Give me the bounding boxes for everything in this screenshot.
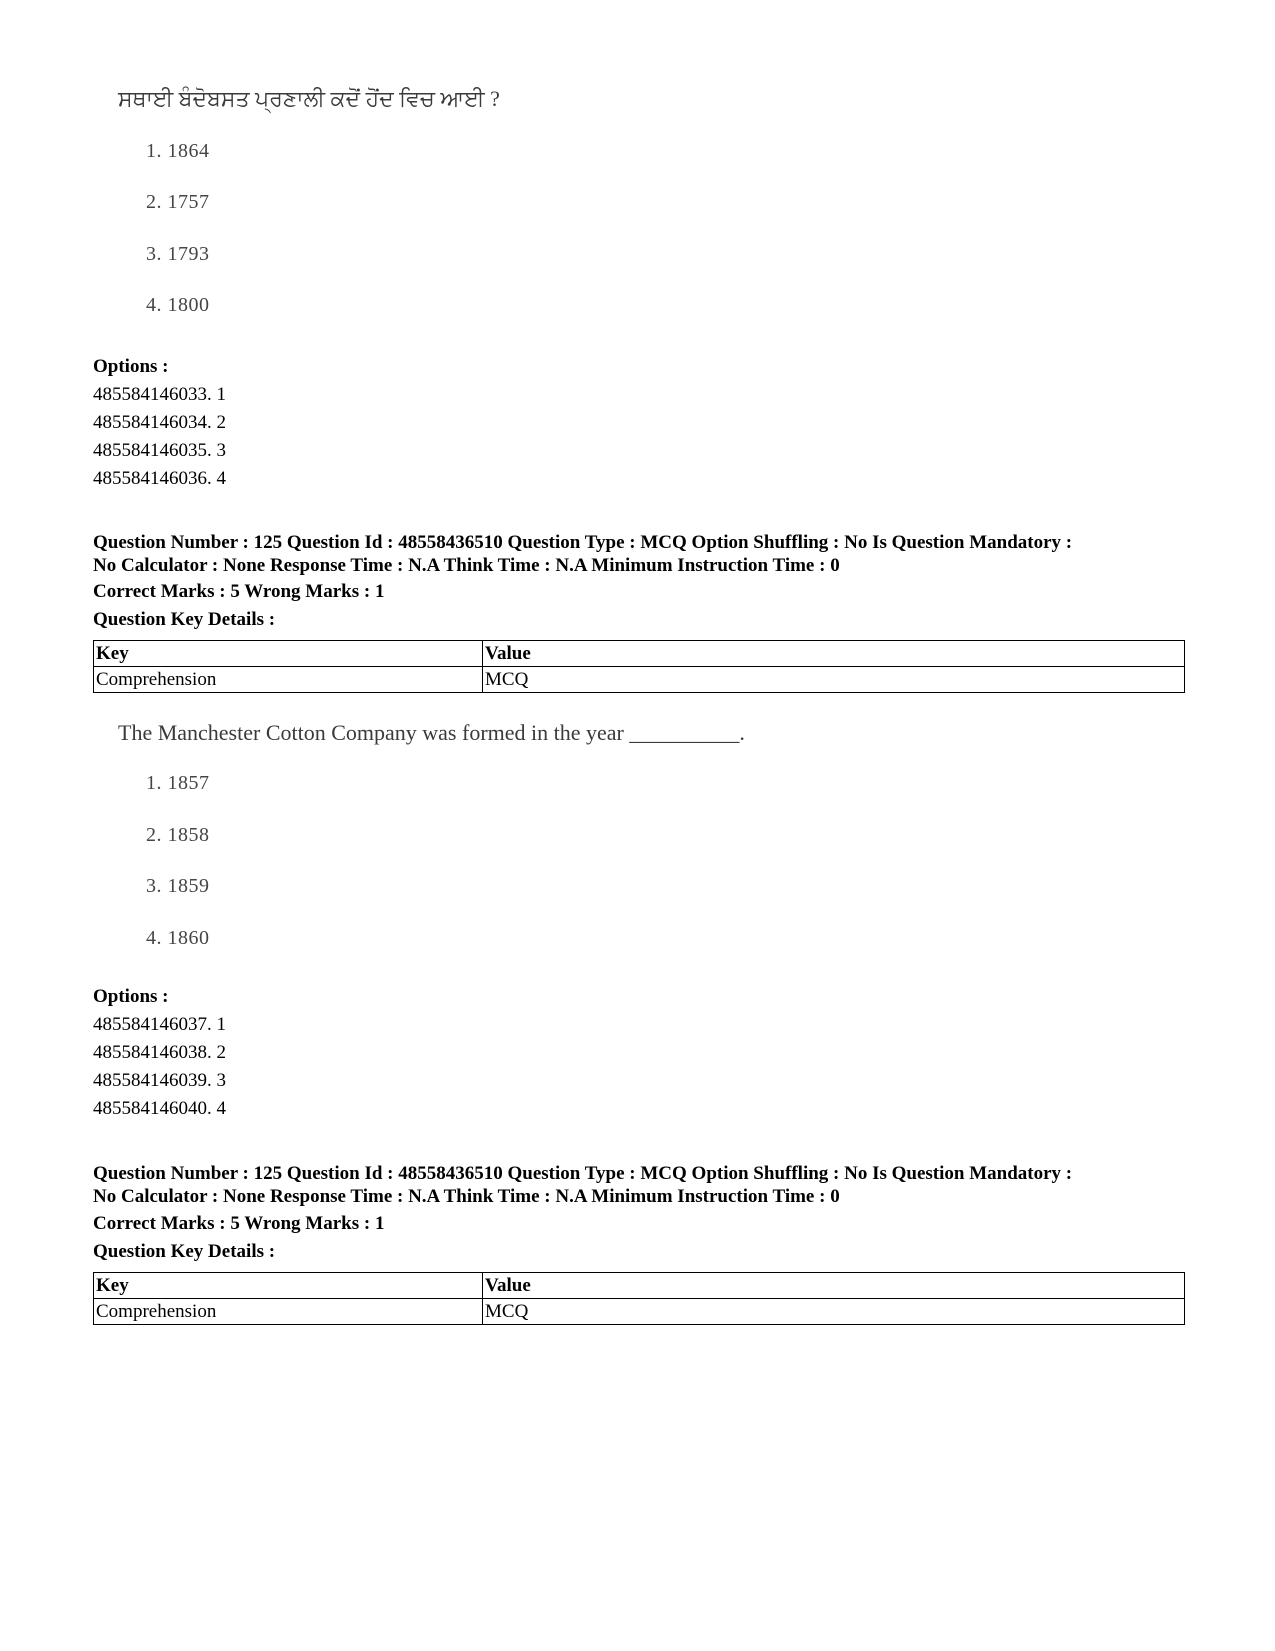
question-image-option: 2. 1757 <box>146 191 210 213</box>
option-id-line: 485584146037. 1 <box>93 1014 226 1035</box>
option-id-line: 485584146039. 3 <box>93 1070 226 1091</box>
question-image-option: 4. 1800 <box>146 294 210 316</box>
question-meta-line1: Question Number : 125 Question Id : 48558436510 Question Type : MCQ Option Shuffling : No Is Question Mandatory : <box>93 532 1073 553</box>
key-details-table <box>93 1272 1185 1325</box>
table-cell-key: Comprehension <box>94 1299 483 1325</box>
question-image-option: 1. 1857 <box>146 772 210 794</box>
question-image-text: ਸਥਾਈ ਬੰਦੋਬਸਤ ਪ੍ਰਣਾਲੀ ਕਦੋਂ ਹੋਂਦ ਵਿਚ ਆਈ ? <box>118 86 500 111</box>
key-details-label: Question Key Details : <box>93 1241 276 1262</box>
table-header-value: Value <box>483 1273 1185 1299</box>
table-cell-key: Comprehension <box>94 667 483 693</box>
key-details-table <box>93 640 1185 693</box>
options-label: Options : <box>93 986 169 1007</box>
question-image-text: The Manchester Cotton Company was formed in the year __________. <box>118 720 745 745</box>
table-cell-value: MCQ <box>483 1299 1185 1325</box>
question-meta <box>93 1162 1193 1208</box>
table-header-row <box>94 641 1185 667</box>
question-image-option: 3. 1859 <box>146 875 210 897</box>
question-meta-line2: No Calculator : None Response Time : N.A Think Time : N.A Minimum Instruction Time : 0 <box>93 1186 840 1207</box>
options-label: Options : <box>93 356 169 377</box>
question-image-option: 4. 1860 <box>146 927 210 949</box>
question-image-option: 3. 1793 <box>146 243 210 265</box>
question-meta-line2: No Calculator : None Response Time : N.A Think Time : N.A Minimum Instruction Time : 0 <box>93 555 840 576</box>
option-id-line: 485584146040. 4 <box>93 1098 226 1119</box>
table-header-row <box>94 1273 1185 1299</box>
question-meta <box>93 531 1193 577</box>
table-row <box>94 1299 1185 1325</box>
question-image-option: 2. 1858 <box>146 824 210 846</box>
table-header-value: Value <box>483 641 1185 667</box>
option-id-line: 485584146033. 1 <box>93 384 226 405</box>
table-header-key: Key <box>94 1273 483 1299</box>
key-details-label: Question Key Details : <box>93 609 276 630</box>
option-id-line: 485584146034. 2 <box>93 412 226 433</box>
table-header-key: Key <box>94 641 483 667</box>
option-id-line: 485584146035. 3 <box>93 440 226 461</box>
marks-line: Correct Marks : 5 Wrong Marks : 1 <box>93 581 385 602</box>
table-row <box>94 667 1185 693</box>
table-cell-value: MCQ <box>483 667 1185 693</box>
marks-line: Correct Marks : 5 Wrong Marks : 1 <box>93 1213 385 1234</box>
question-meta-line1: Question Number : 125 Question Id : 48558436510 Question Type : MCQ Option Shuffling : No Is Question Mandatory : <box>93 1163 1073 1184</box>
question-image-option: 1. 1864 <box>146 140 210 162</box>
option-id-line: 485584146038. 2 <box>93 1042 226 1063</box>
option-id-line: 485584146036. 4 <box>93 468 226 489</box>
